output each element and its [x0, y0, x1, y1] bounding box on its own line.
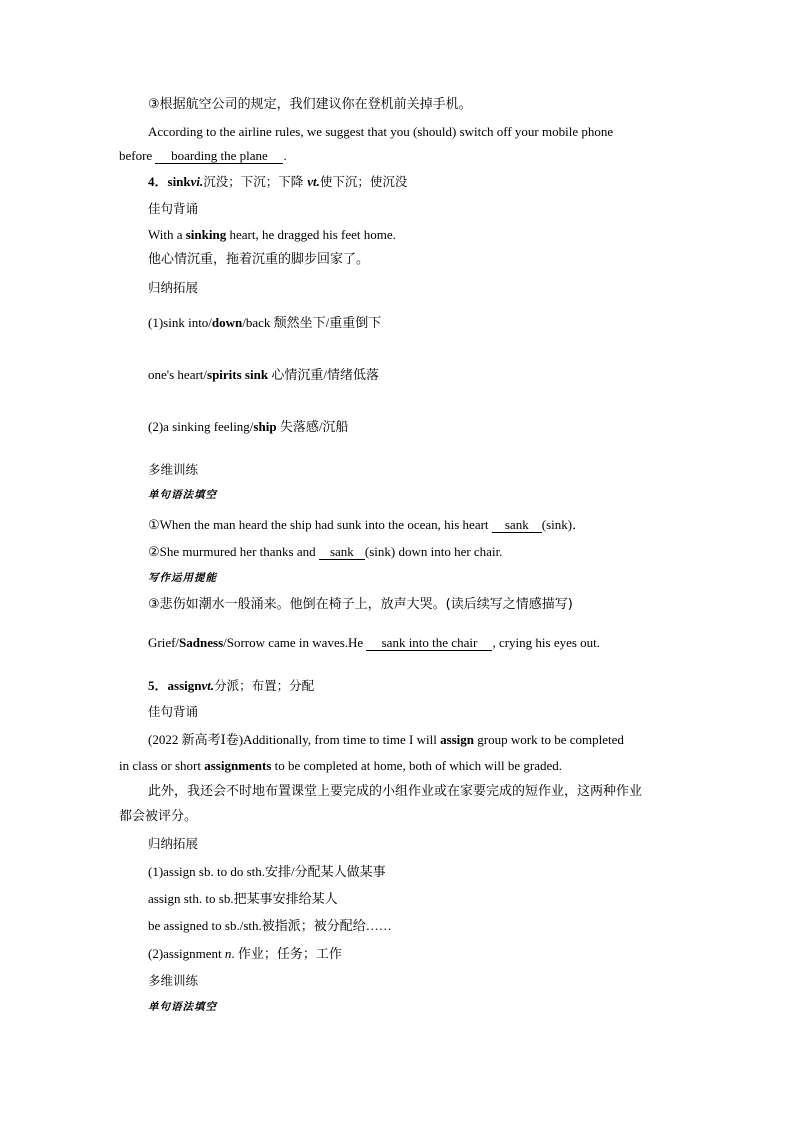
item3-english-line1 — [148, 123, 613, 141]
word5-example-line1 — [148, 731, 624, 749]
word4-headword: sink — [167, 174, 191, 189]
word5-ex-l1-a: (2022 新高考Ⅰ卷)Additionally, from time to time I will — [148, 732, 441, 747]
word4-exp1-bold: down — [211, 315, 243, 330]
word5-expansion-1: (1)assign sb. to do sth.安排/分配某人做某事 — [148, 864, 386, 879]
word4-q3-answer-blank: sank into the chair — [366, 635, 492, 651]
item3-period: . — [283, 148, 287, 163]
item3-english-text: According to the airline rules, we suggest that you (should) switch off your mobile phone — [148, 124, 614, 139]
word4-q3-part-d: , crying his eyes out. — [492, 635, 601, 650]
word5-definition: 分派；布置；分配 — [214, 678, 315, 693]
word4-q1-answer-blank: sank — [492, 517, 542, 533]
word5-label-sentence: 佳句背诵 — [148, 704, 199, 719]
word4-pos-vi: vi. — [190, 174, 204, 189]
word4-q2-hint: (sink) down into her chair. — [364, 544, 503, 559]
word4-label-expand: 归纳拓展 — [148, 280, 199, 295]
word4-exp2-part-a: one's heart/ — [148, 367, 208, 382]
word4-pos-vt: vt. — [307, 174, 320, 189]
word4-heading — [148, 173, 407, 191]
word4-label-fill: 单句语法填空 — [148, 489, 217, 501]
word4-label-sentence: 佳句背诵 — [148, 201, 199, 216]
word5-exp4-pos: n — [224, 946, 232, 961]
word4-exp1-part-c: /back 颓然坐下/重重倒下 — [242, 315, 382, 330]
word4-expansion-3 — [148, 418, 348, 436]
word4-q3-part-c: /Sorrow came in waves.He — [223, 635, 367, 650]
word4-exp2-bold: spirits sink — [207, 367, 269, 382]
word4-question-1 — [148, 516, 585, 534]
word4-example-chinese: 他心情沉重，拖着沉重的脚步回家了。 — [148, 252, 370, 267]
word4-label-practice: 多维训练 — [148, 462, 199, 477]
word4-q1-text: ①When the man heard the ship had sunk into the ocean, his heart — [148, 517, 492, 532]
word5-expansion-4 — [148, 945, 342, 963]
word5-example-line2 — [119, 757, 562, 775]
word4-question-3-english — [148, 634, 600, 652]
item3-chinese-prompt — [148, 96, 472, 114]
word4-q2-answer-blank: sank — [319, 544, 365, 560]
word5-label-expand: 归纳拓展 — [148, 836, 199, 851]
word4-q2-text: ②She murmured her thanks and — [148, 544, 319, 559]
word4-number: 4． — [148, 174, 168, 189]
word4-q3-part-a: Grief/ — [148, 635, 180, 650]
word4-question-2 — [148, 543, 502, 561]
word5-heading — [148, 677, 314, 695]
word4-exp1-part-a: (1)sink into/ — [148, 315, 212, 330]
word5-exp4-a: (2)assignment — [148, 946, 225, 961]
word4-example-keyword: sinking — [185, 227, 227, 242]
word5-headword: assign — [167, 678, 202, 693]
word5-ex-l1-c: group work to be completed — [474, 732, 624, 747]
word4-exp3-part-a: (2)a sinking feeling/ — [148, 419, 254, 434]
item3-before-text: before — [119, 148, 156, 163]
word5-expansion-2: assign sth. to sb.把某事安排给某人 — [148, 891, 338, 906]
word4-label-writing: 写作运用提能 — [148, 572, 217, 584]
word4-question-3-chinese: ③悲伤如潮水一般涌来。他倒在椅子上，放声大哭。(读后续写之情感描写) — [148, 597, 573, 612]
word5-exp4-c: . 作业；任务；工作 — [231, 946, 342, 961]
word5-pos: vt. — [201, 678, 215, 693]
word5-example-chinese-line2: 都会被评分。 — [119, 809, 198, 824]
word5-number: 5． — [148, 678, 168, 693]
word4-q1-hint: (sink)． — [541, 517, 586, 532]
word4-definition-vi: 沉没；下沉；下降 — [203, 174, 308, 189]
word5-ex-l2-a: in class or short — [119, 758, 205, 773]
word5-ex-l2-c: to be completed at home, both of which will be graded. — [271, 758, 563, 773]
item3-english-line2 — [119, 147, 287, 165]
word5-example-chinese-line1: 此外，我还会不时地布置课堂上要完成的小组作业或在家要完成的短作业，这两种作业 — [148, 784, 643, 799]
word4-example-english — [148, 226, 396, 244]
word4-example-post: heart, he dragged his feet home. — [226, 227, 396, 242]
word4-q3-bold: Sadness — [179, 635, 224, 650]
word5-ex-l2-bold: assignments — [204, 758, 272, 773]
word4-expansion-2 — [148, 366, 379, 384]
word5-label-fill: 单句语法填空 — [148, 1001, 217, 1013]
item3-chinese-text: ③根据航空公司的规定，我们建议你在登机前关掉手机。 — [148, 97, 472, 112]
word4-exp3-part-c: 失落感/沉船 — [276, 419, 349, 434]
word5-expansion-3: be assigned to sb./sth.被指派；被分配给…… — [148, 918, 392, 933]
word5-label-practice: 多维训练 — [148, 973, 199, 988]
item3-answer-blank: boarding the plane — [155, 148, 283, 164]
word5-ex-l1-bold: assign — [440, 732, 475, 747]
word4-exp2-part-c: 心情沉重/情绪低落 — [268, 367, 379, 382]
word4-definition-vt: 使下沉；使沉没 — [319, 174, 408, 189]
word4-exp3-bold: ship — [253, 419, 277, 434]
word4-example-pre: With a — [148, 227, 186, 242]
word4-expansion-1 — [148, 314, 381, 332]
